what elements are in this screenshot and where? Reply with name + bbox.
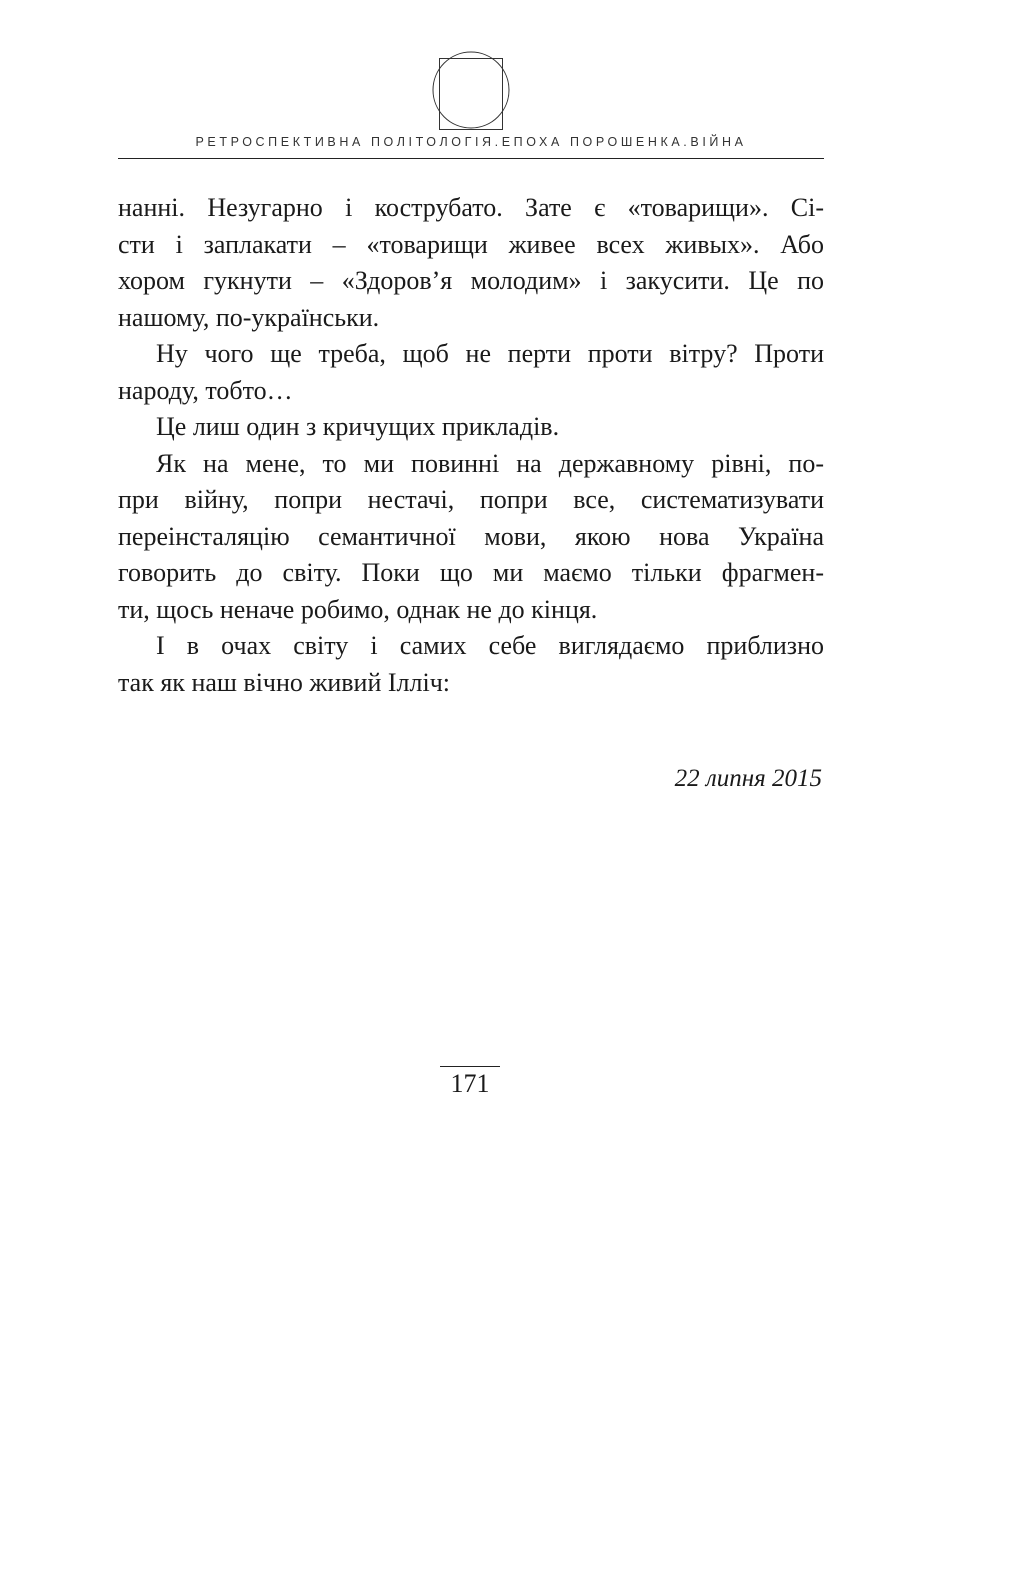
text-line: нашому, по-українськи. xyxy=(118,302,380,332)
running-header: РЕТРОСПЕКТИВНА ПОЛІТОЛОГІЯ.ЕПОХА ПОРОШЕНКА.ВІЙНА xyxy=(195,135,747,149)
paragraph xyxy=(118,628,824,701)
body-text xyxy=(118,190,824,701)
text-line: так як наш вічно живий Ілліч: xyxy=(118,667,451,697)
text-line: І в очах світу і самих себе виглядаємо приблизно xyxy=(156,631,824,660)
text-line: народу, тобто… xyxy=(118,375,293,405)
text-line: хором гукнути – «Здоров’я молодим» і закусити. Це по xyxy=(118,266,824,295)
text-line: переінсталяцію семантичної мови, якою нова Україна xyxy=(118,521,824,551)
paragraph xyxy=(118,336,824,409)
page-number: 171 xyxy=(440,1066,500,1099)
text-line: нанні. Незугарно і кострубато. Зате є «товарищи». Сі- xyxy=(118,193,824,222)
paragraph xyxy=(118,409,824,446)
text-line: при війну, попри нестачі, попри все, систематизувати xyxy=(118,485,824,514)
text-line: говорить до світу. Поки що ми маємо тільки фрагмен- xyxy=(118,558,824,587)
header-rule xyxy=(118,158,824,159)
text-line: сти і заплакати – «товарищи живее всех живых». Або xyxy=(118,229,824,259)
text-line: ти, щось неначе робимо, однак не до кінця. xyxy=(118,594,598,624)
paragraph xyxy=(118,190,824,336)
paragraph xyxy=(118,446,824,629)
text-line: Це лиш один з кричущих прикладів. xyxy=(156,412,560,441)
text-line: Ну чого ще треба, щоб не перти проти вітру? Проти xyxy=(156,339,824,368)
article-date: 22 липня 2015 xyxy=(674,765,822,792)
text-line: Як на мене, то ми повинні на державному рівні, по- xyxy=(156,448,824,478)
book-emblem-logo xyxy=(431,50,511,130)
